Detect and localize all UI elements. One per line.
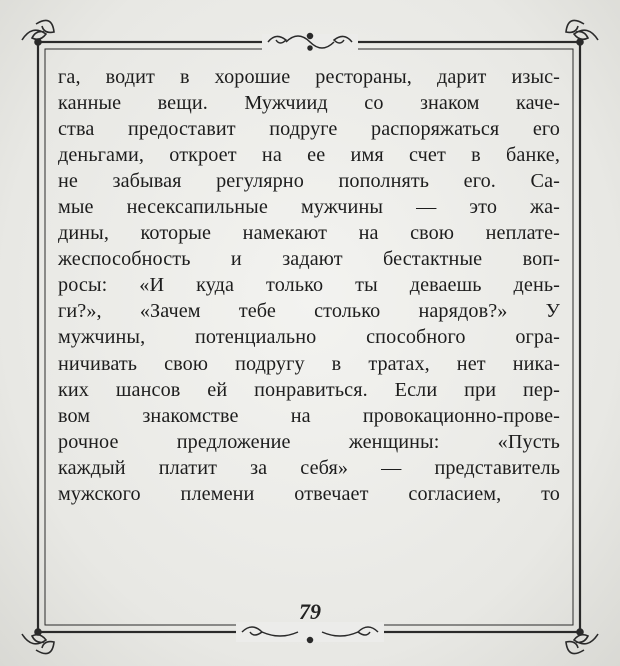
text-line: ничивать свою подругу в тратах, нет ника- bbox=[58, 352, 560, 375]
text-line: каждый платит за себя» — представитель bbox=[58, 456, 560, 479]
text-line: ких шансов ей понравиться. Если при пер- bbox=[58, 378, 560, 401]
text-line: деньгами, откроет на ее имя счет в банке, bbox=[58, 144, 560, 167]
text-line: вом знакомстве на провокационно-прове- bbox=[58, 404, 560, 427]
text-line: канные вещи. Мужчиид со знаком каче- bbox=[58, 92, 560, 115]
text-line: мужского племени отвечает согласием, то bbox=[58, 482, 560, 505]
bottom-center-flourish-icon bbox=[236, 622, 384, 643]
text-line: рочное предложение женщины: «Пусть bbox=[58, 430, 560, 453]
text-line: мужчины, потенциально способного огра- bbox=[58, 326, 560, 349]
text-line: росы: «И куда только ты деваешь день- bbox=[58, 274, 560, 297]
text-line: га, водит в хорошие рестораны, дарит изыс- bbox=[58, 66, 560, 88]
page-number: 79 bbox=[299, 599, 321, 624]
text-line: дины, которые намекают на свою неплате- bbox=[58, 222, 560, 245]
body-text bbox=[58, 64, 560, 507]
text-line: не забывая регулярно пополнять его. Са- bbox=[58, 170, 560, 193]
text-line: ги?», «Зачем тебе столько нарядов?» У bbox=[58, 300, 560, 323]
text-line: ства предоставит подруге распоряжаться его bbox=[58, 118, 560, 141]
text-line: мые несексапильные мужчины — это жа- bbox=[58, 196, 560, 219]
top-center-flourish-icon bbox=[262, 34, 358, 51]
text-line: жеспособность и задают бестактные воп- bbox=[58, 248, 560, 271]
